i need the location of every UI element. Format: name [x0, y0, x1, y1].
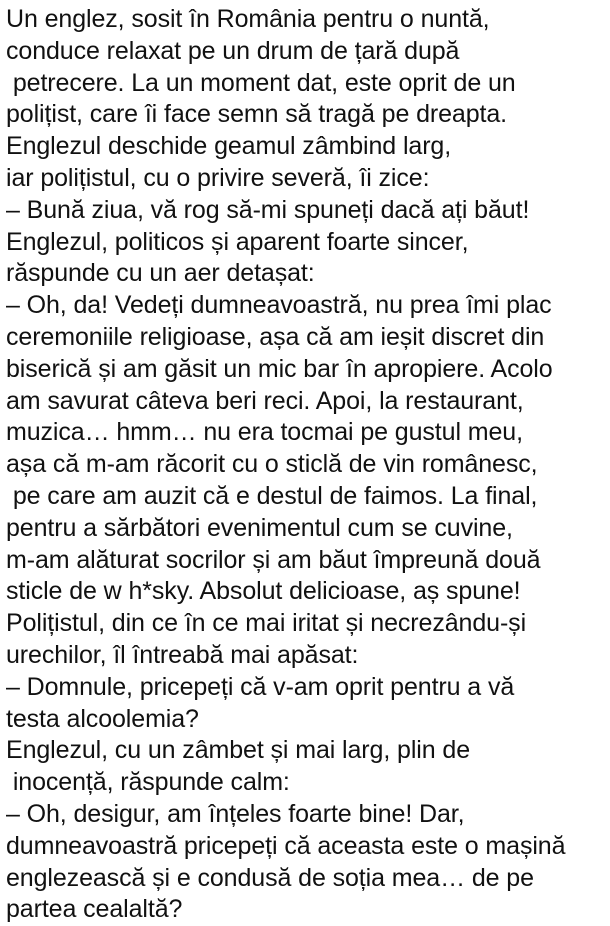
text-line: dumneavoastră pricepeți că aceasta este o mașină	[6, 831, 566, 860]
text-line: conduce relaxat pe un drum de țară după	[6, 36, 460, 65]
text-line: inocență, răspunde calm:	[6, 768, 290, 797]
text-line: m-am alăturat socrilor și am băut împreună două	[6, 545, 541, 574]
text-line: Englezul deschide geamul zâmbind larg,	[6, 132, 452, 161]
text-line: testa alcoolemia?	[6, 704, 199, 733]
text-line: polițist, care îi face semn să tragă pe dreapta.	[6, 100, 508, 129]
text-line: Un englez, sosit în România pentru o nuntă,	[6, 5, 490, 33]
text-line: – Domnule, pricepeți că v-am oprit pentru a vă	[6, 672, 515, 701]
text-line: – Bună ziua, vă rog să-mi spuneți dacă ați băut!	[6, 195, 530, 224]
text-line: iar polițistul, cu o privire severă, îi zice:	[6, 163, 430, 192]
text-line: Englezul, cu un zâmbet și mai larg, plin de	[6, 736, 470, 765]
text-line: urechilor, îl întreabă mai apăsat:	[6, 640, 359, 669]
text-line: – Oh, da! Vedeți dumneavoastră, nu prea îmi plac	[6, 291, 552, 320]
text-line: pe care am auzit că e destul de faimos. La final,	[6, 481, 538, 510]
text-line: sticle de w h*sky. Absolut delicioase, aș spune!	[6, 577, 521, 606]
text-line: biserică și am găsit un mic bar în apropiere. Acolo	[6, 354, 553, 383]
text-line: englezească și e condusă de soția mea… de pe	[6, 863, 534, 892]
text-line: ceremoniile religioase, așa că am ieșit discret din	[6, 322, 545, 351]
text-line: Polițistul, din ce în ce mai iritat și necrezându-și	[6, 609, 527, 638]
text-line: muzica… hmm… nu era tocmai pe gustul meu,	[6, 418, 523, 447]
story-text	[6, 4, 610, 926]
text-line: pentru a sărbători evenimentul cum se cuvine,	[6, 513, 513, 542]
text-line: partea cealaltă?	[6, 895, 183, 924]
text-line: așa că m-am răcorit cu o sticlă de vin românesc,	[6, 450, 538, 479]
text-line: Englezul, politicos și aparent foarte sincer,	[6, 227, 469, 256]
text-line: petrecere. La un moment dat, este oprit de un	[6, 68, 516, 97]
text-line: am savurat câteva beri reci. Apoi, la restaurant,	[6, 386, 524, 415]
text-line: – Oh, desigur, am înțeles foarte bine! Dar,	[6, 799, 465, 828]
text-line: răspunde cu un aer detașat:	[6, 259, 315, 288]
